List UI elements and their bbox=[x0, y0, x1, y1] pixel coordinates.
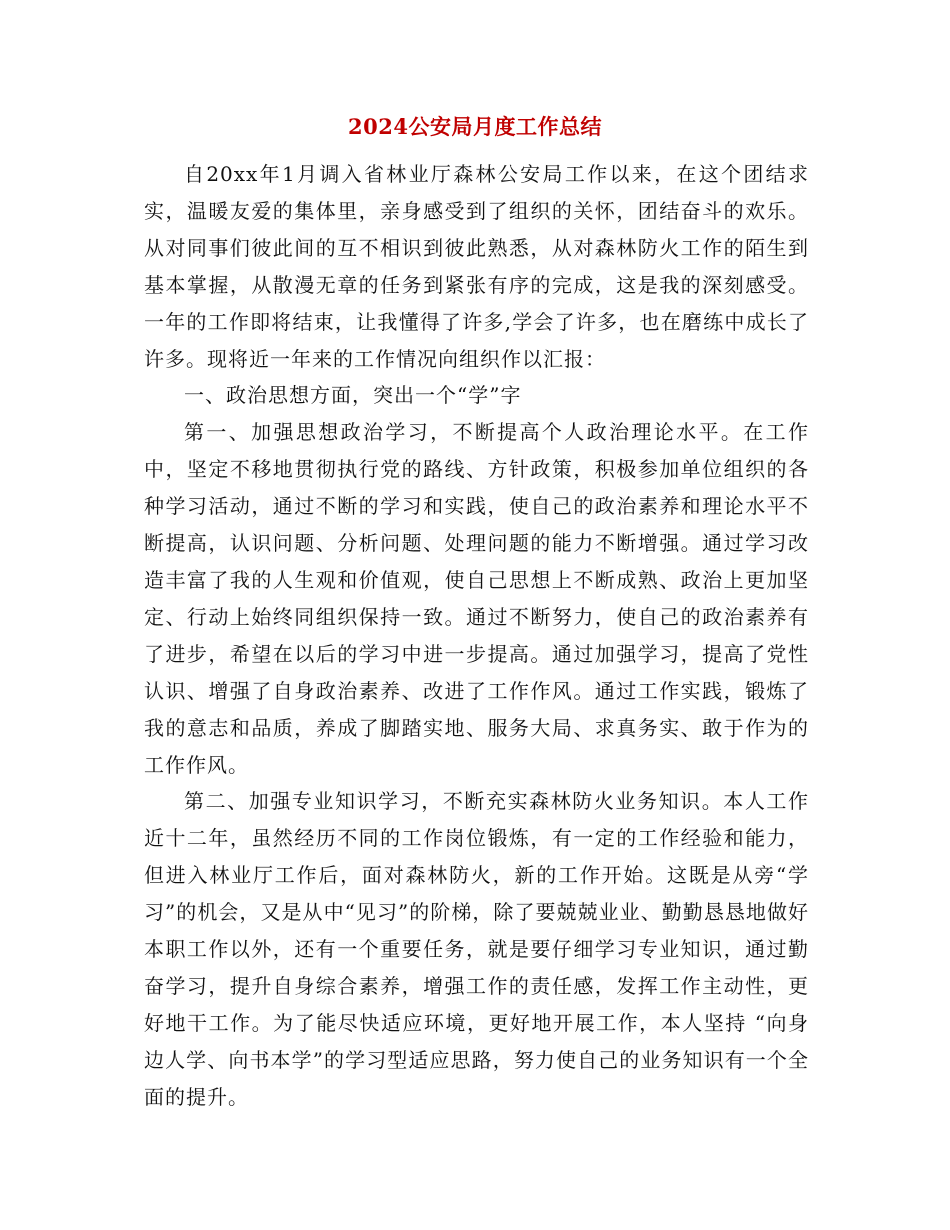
document-title: 2024公安局月度工作总结 bbox=[348, 114, 602, 139]
paragraph-political-study: 第一、加强思想政治学习，不断提高个人政治理论水平。在工作中，坚定不移地贯彻执行党的路线、方针政策，积极参加单位组织的各种学习活动，通过不断的学习和实践，使自己的政治素养和理论水平不断提高，认识问题、分析问题、处理问题的能力不断增强。通过学习改造丰富了我的人生观和价值观，使自己思想上不断成熟、政治上更加坚定、行动上始终同组织保持一致。通过不断努力，使自己的政治素养有了进步，希望在以后的学习中进一步提高。通过加强学习，提高了党性认识、增强了自身政治素养、改进了工作作风。通过工作实践，锻炼了我的意志和品质，养成了脚踏实地、服务大局、求真务实、敢于作为的工作作风。 bbox=[144, 420, 809, 777]
paragraph-professional-study: 第二、加强专业知识学习，不断充实森林防火业务知识。本人工作近十二年，虽然经历不同的工作岗位锻炼，有一定的工作经验和能力，但进入林业厅工作后，面对森林防火，新的工作开始。这既是从旁“学习”的机会，又是从中“见习”的阶梯，除了要兢兢业业、勤勤恳恳地做好本职工作以外，还有一个重要任务，就是要仔细学习专业知识，通过勤奋学习，提升自身综合素养，增强工作的责任感，发挥工作主动性，更好地干工作。为了能尽快适应环境，更好地开展工作，本人坚持 “向身边人学、向书本学”的学习型适应思路，努力使自己的业务知识有一个全面的提升。 bbox=[144, 789, 809, 1109]
section-heading: 一、政治思想方面，突出一个“学”字 bbox=[184, 383, 522, 408]
document-body bbox=[144, 156, 809, 1116]
intro-paragraph: 自20xx年1月调入省林业厅森林公安局工作以来，在这个团结求实，温暖友爱的集体里，亲身感受到了组织的关怀，团结奋斗的欢乐。从对同事们彼此间的互不相识到彼此熟悉，从对森林防火工作的陌生到基本掌握，从散漫无章的任务到紧张有序的完成，这是我的深刻感受。一年的工作即将结束，让我懂得了许多,学会了许多，也在磨练中成长了许多。现将近一年来的工作情况向组织作以汇报： bbox=[144, 162, 809, 371]
